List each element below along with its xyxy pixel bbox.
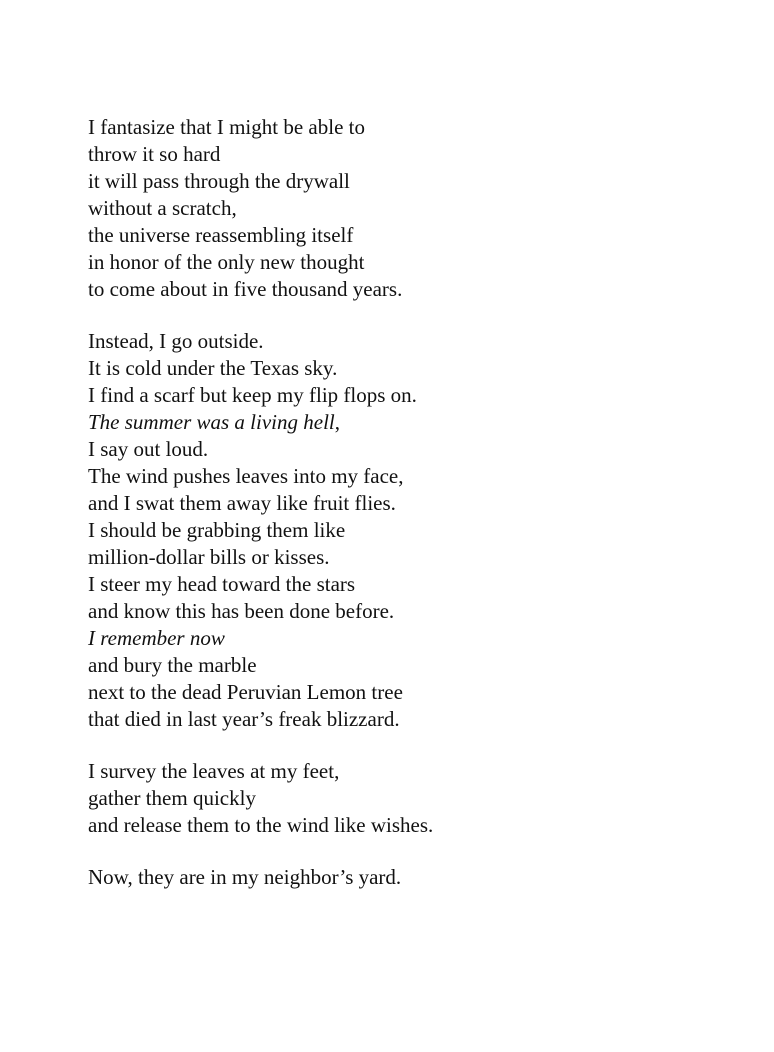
poem-line: to come about in five thousand years.	[88, 277, 403, 301]
poem-line: that died in last year’s freak blizzard.	[88, 707, 400, 731]
poem-line-italic: I remember now	[88, 626, 225, 650]
poem-line: without a scratch,	[88, 196, 237, 220]
poem-line: the universe reassembling itself	[88, 223, 354, 247]
poem-line: I should be grabbing them like	[88, 518, 346, 542]
poem-line: I fantasize that I might be able to	[88, 115, 365, 139]
poem-line: It is cold under the Texas sky.	[88, 356, 338, 380]
poem-line: Instead, I go outside.	[88, 329, 264, 353]
poem-line: and release them to the wind like wishes.	[88, 813, 434, 837]
stanza-4	[88, 864, 748, 891]
poem-page	[88, 114, 748, 916]
poem-line: it will pass through the drywall	[88, 169, 350, 193]
poem-line: I say out loud.	[88, 437, 209, 461]
poem-line: and I swat them away like fruit flies.	[88, 491, 396, 515]
poem-line: I steer my head toward the stars	[88, 572, 356, 596]
stanza-3	[88, 758, 748, 839]
poem-line: Now, they are in my neighbor’s yard.	[88, 865, 402, 889]
poem-line: I find a scarf but keep my flip flops on.	[88, 383, 417, 407]
poem-line: gather them quickly	[88, 786, 256, 810]
stanza-1	[88, 114, 748, 303]
poem-line: million-dollar bills or kisses.	[88, 545, 330, 569]
poem-line: and bury the marble	[88, 653, 257, 677]
poem-line: The wind pushes leaves into my face,	[88, 464, 404, 488]
poem-line: in honor of the only new thought	[88, 250, 365, 274]
stanza-2	[88, 328, 748, 733]
poem-line-suffix: ,	[334, 410, 340, 434]
poem-line: I survey the leaves at my feet,	[88, 759, 340, 783]
poem-line-italic-part: The summer was a living hell	[88, 410, 335, 434]
poem-line: and know this has been done before.	[88, 599, 395, 623]
poem-line: throw it so hard	[88, 142, 221, 166]
poem-line: next to the dead Peruvian Lemon tree	[88, 680, 403, 704]
poem-line-mixed	[88, 409, 748, 436]
